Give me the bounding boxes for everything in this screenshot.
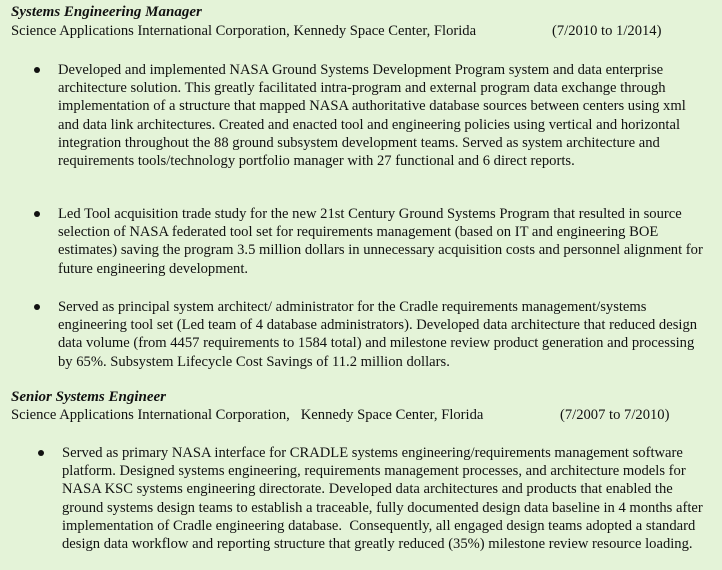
bullet-text: Led Tool acquisition trade study for the new 21st Century Ground Systems Program that resulted in source selection of NASA federated tool set for requirements management (based on IT and engineering BOE estimates) saving the program 3.5 million dollars in unnecessary acquisition costs and personnel alignment for future engineering development.	[58, 206, 703, 277]
bullet-icon	[34, 67, 40, 73]
employer-name: Science Applications International Corporation, Kennedy Space Center, Florida	[11, 407, 484, 423]
employer-line	[11, 23, 711, 40]
employer-line	[11, 407, 711, 424]
employment-dates: (7/2007 to 7/2010)	[560, 407, 670, 423]
bullet-text: Served as principal system architect/ administrator for the Cradle requirements management/systems engineering tool set (Led team of 4 database administrators). Developed data architecture that reduced design data volume (from 4457 requirements to 1584 total) and milestone review product generation and processing by 65%. Subsystem Lifecycle Cost Savings of 11.2 million dollars.	[58, 299, 698, 370]
bullet-icon	[38, 450, 44, 456]
employment-dates: (7/2010 to 1/2014)	[552, 23, 662, 39]
bullet-text: Served as primary NASA interface for CRADLE systems engineering/requirements management software platform. Designed systems engineering, requirements management processes, and architecture models for NASA KSC systems engineering directorate. Developed data architectures and products that enabled the ground systems design teams to establish a traceable, fully documented design data baseline in 4 months after implementation of Cradle engineering database. Consequently, all engaged design teams adopted a standard design data workflow and reporting structure that greatly reduced (35%) milestone review resource loading.	[62, 445, 707, 553]
bullet-text: Developed and implemented NASA Ground Systems Development Program system and data enterprise architecture solution. This greatly facilitated intra-program and external program data exchange through implementation of a structure that mapped NASA authoritative database sources between centers using xml and data link architectures. Created and enacted tool and engineering policies using vertical and horizontal integration throughout the 88 ground subsystem development teams. Served as system architecture and requirements tools/technology portfolio manager with 27 functional and 6 direct reports.	[58, 62, 686, 170]
job-title: Systems Engineering Manager	[11, 4, 202, 20]
bullet-icon	[34, 304, 40, 310]
employer-name: Science Applications International Corporation, Kennedy Space Center, Florida	[11, 23, 477, 39]
bullet-icon	[34, 211, 40, 217]
job-title: Senior Systems Engineer	[11, 389, 167, 405]
